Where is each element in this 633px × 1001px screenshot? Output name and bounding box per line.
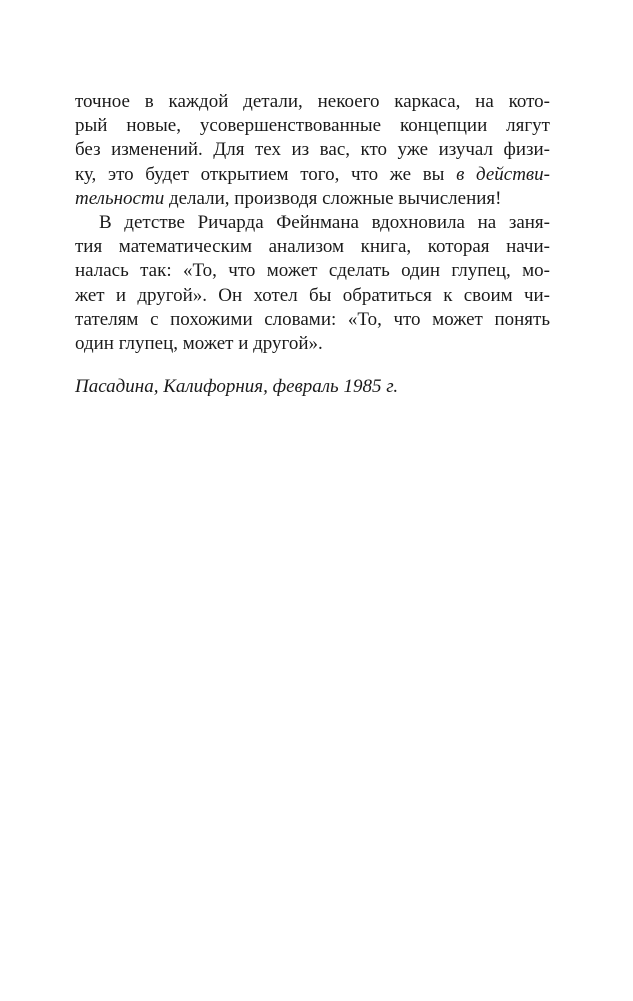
paragraph-line: без изменений. Для тех из вас, кто уже изучал физи- — [75, 139, 550, 161]
paragraph-line: тателям с похожими словами: «То, что может понять — [75, 308, 550, 330]
paragraph-line: рый новые, усовершенствованные концепции лягут — [75, 115, 550, 137]
paragraph-line: один глупец, может и другой». — [75, 332, 323, 354]
emphasis-text: тельности — [75, 187, 165, 209]
paragraph-line — [75, 187, 550, 211]
paragraph-line: жет и другой». Он хотел бы обратиться к своим чи- — [75, 284, 550, 306]
signature-place-date: Пасадина, Калифорния, февраль 1985 г. — [75, 376, 399, 398]
paragraph-line: В детстве Ричарда Фейнмана вдохновила на заня- — [99, 211, 550, 233]
emphasis-text: в действи- — [456, 163, 550, 185]
line-text: ку, это будет открытием того, что же вы — [75, 163, 445, 185]
spacer — [75, 356, 550, 375]
line-text: делали, производя сложные вычисления! — [164, 187, 502, 209]
paragraph-2 — [75, 211, 550, 356]
text-block — [75, 90, 550, 399]
paragraph-1 — [75, 90, 550, 211]
paragraph-line — [75, 163, 550, 187]
paragraph-line: тия математическим анализом книга, которая начи- — [75, 236, 550, 258]
paragraph-line: точное в каждой детали, некоего каркаса, на кото- — [75, 91, 550, 112]
paragraph-line: налась так: «То, что может сделать один глупец, мо- — [75, 260, 550, 282]
